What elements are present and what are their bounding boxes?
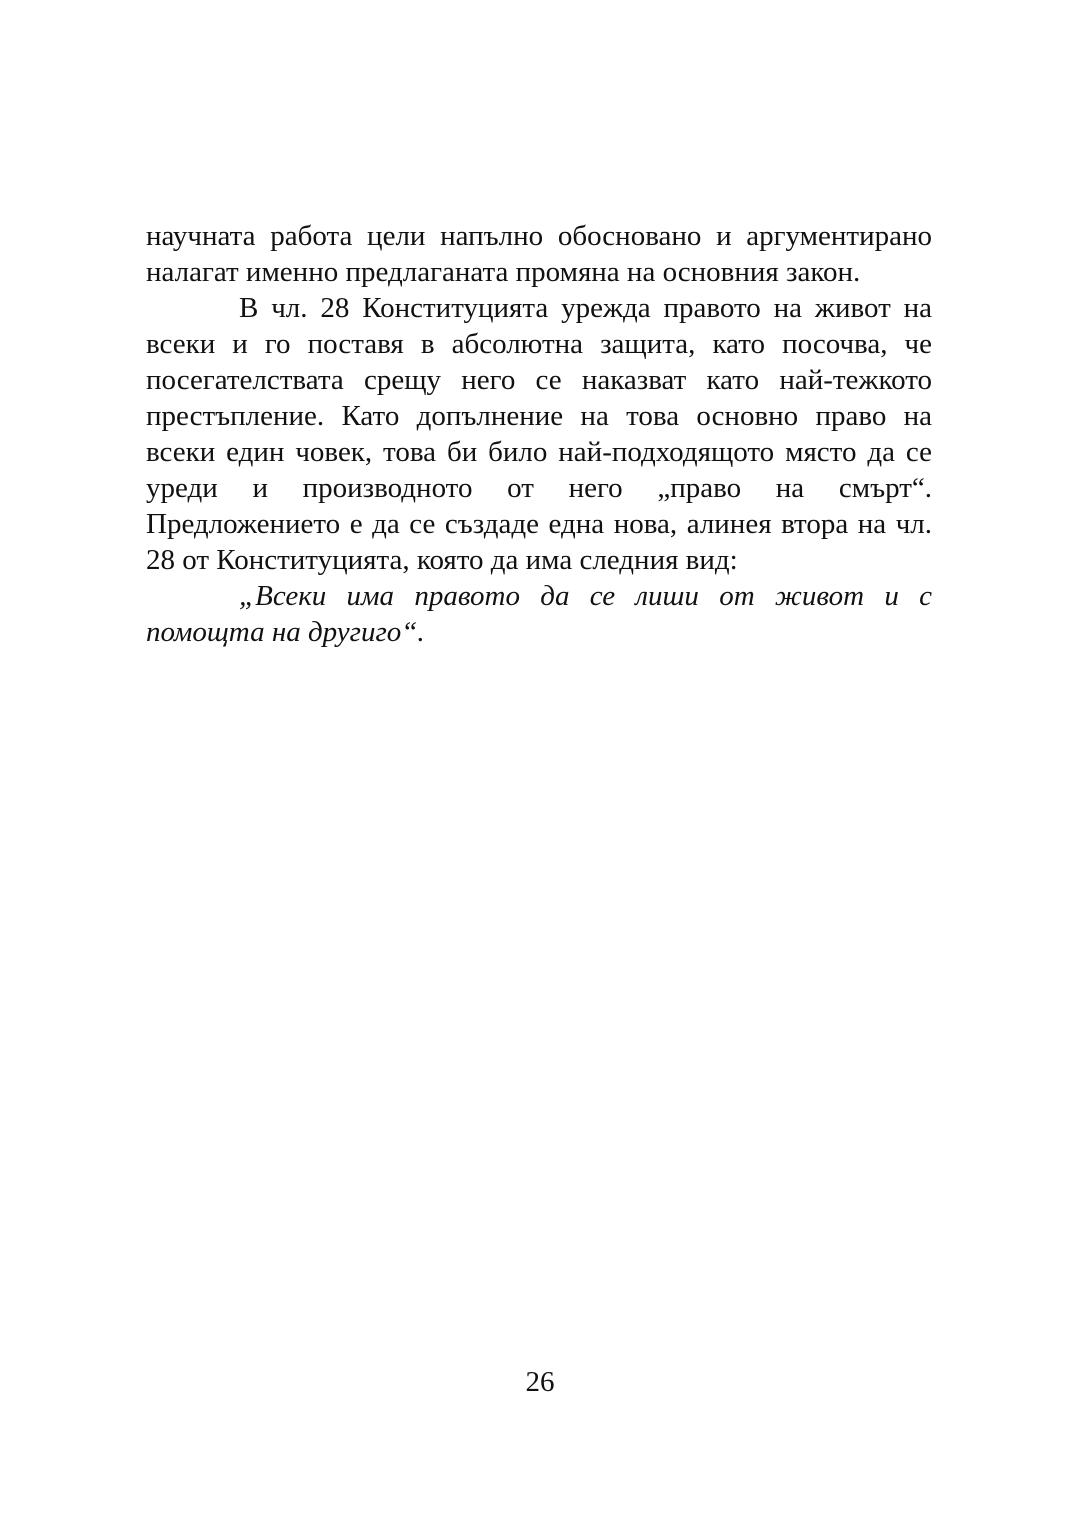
proposed-provision-quote: „Всеки има правото да се лиши от живот и с помощта на другиго“. bbox=[146, 580, 932, 648]
paragraph-article-28: В чл. 28 Конституцията урежда правото на живот на всеки и го поставя в абсолютна защита, като посочва, че посегателствата срещу него се наказват като най-тежкото престъпление. Като допълнение на това основно право на всеки един човек, това би било най-подходящото място да се уреди и производното от него „право на смърт“. Предложението е да се създаде една нова, алинея втора на чл. 28 от Конституцията, която да има следния вид: bbox=[146, 292, 932, 576]
body-text bbox=[146, 218, 932, 650]
paragraph-continuation: научната работа цели напълно обосновано и аргументирано налагат именно предлаганата промяна на основния закон. bbox=[146, 220, 932, 288]
page-number: 26 bbox=[525, 1366, 555, 1398]
